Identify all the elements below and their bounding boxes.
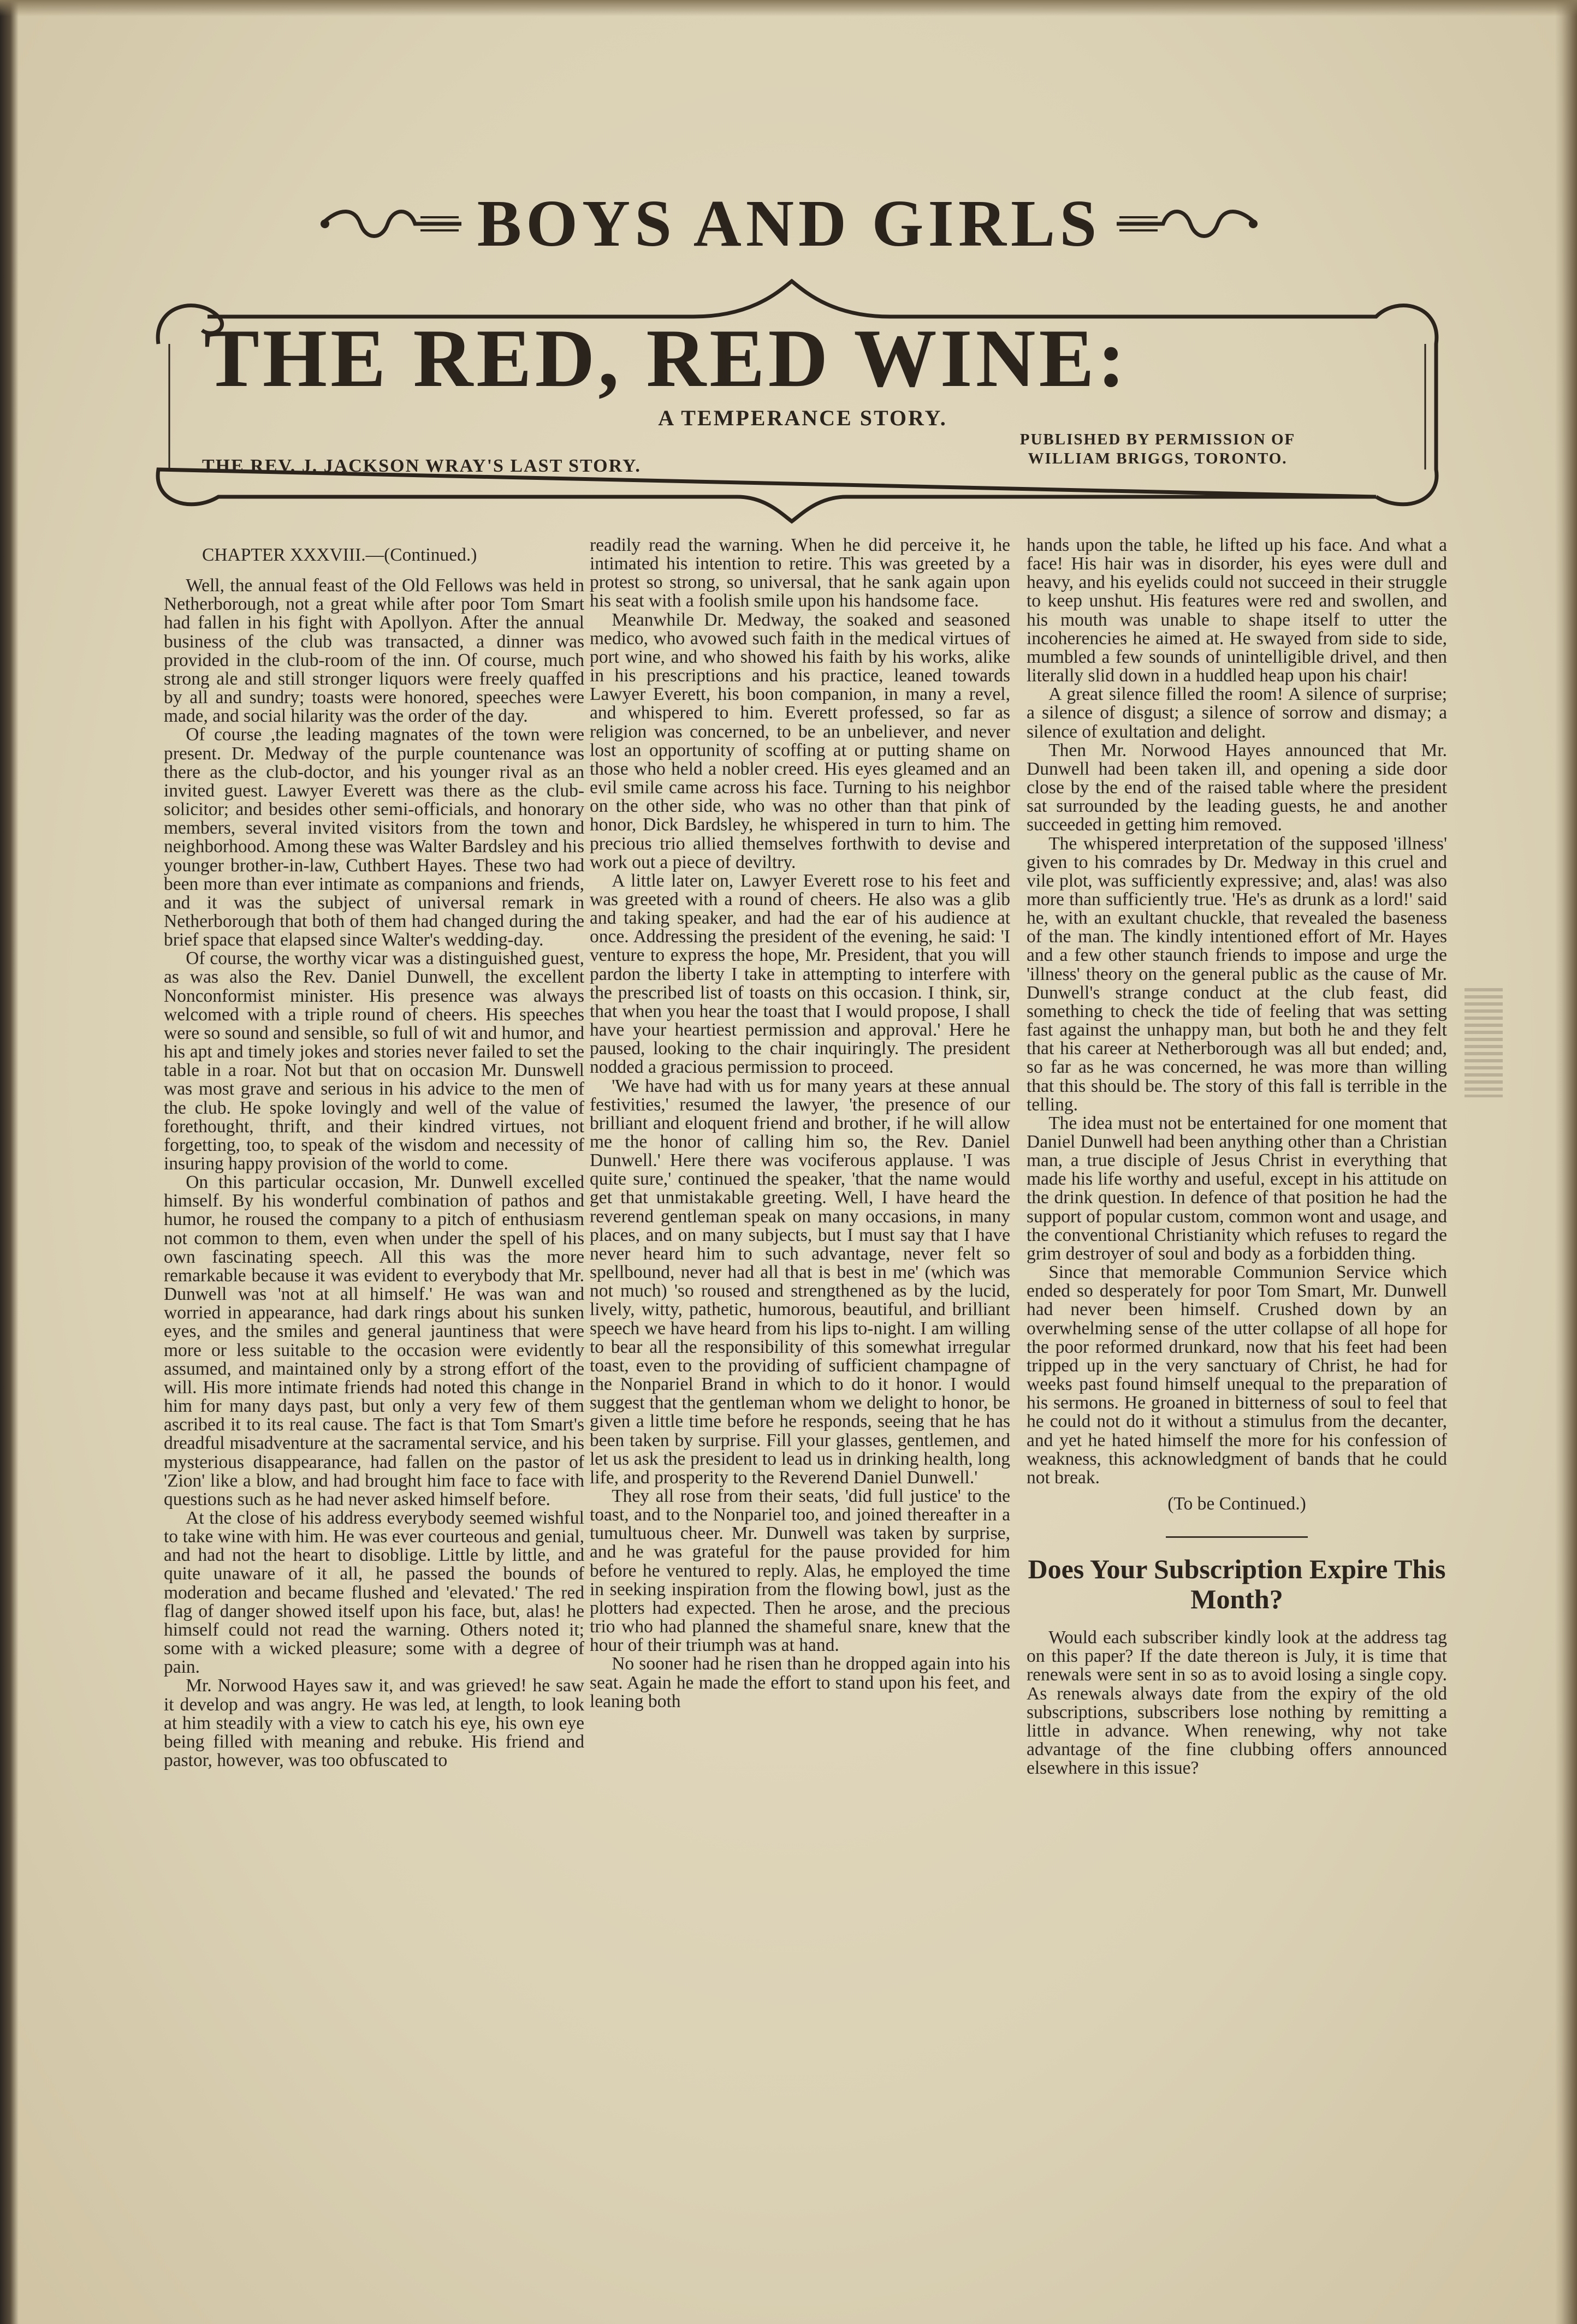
paragraph: At the close of his address everybody seemed wishful to take wine with him. He was ever courteous and genial, and had not the heart to disoblige. Little by little, and quite unaware of it all, he passed the bounds of moderation and became flushed and 'elevated.' The red flag of danger showed itself upon his face, but, alas! he himself could not read the warning. Others noted it; some with a wicked pleasure; some with a degree of pain. bbox=[164, 1507, 584, 1678]
paragraph: readily read the warning. When he did perceive it, he intimated his intention to retire. This was greeted by a protest so strong, so universal, that he sank again upon his seat with a foolish smile upon his handsome face. bbox=[590, 535, 1010, 611]
permission-line-1: PUBLISHED BY PERMISSION OF bbox=[1019, 431, 1296, 448]
page-right-edge bbox=[1555, 0, 1577, 2324]
paragraph: Then Mr. Norwood Hayes announced that Mr. Dunwell had been taken ill, and opening a side door close by the end of the raised table where the president sat surrounded by the leading guests, he and another succeeded in getting him removed. bbox=[1027, 740, 1447, 835]
paragraph: The whispered interpretation of the supposed 'illness' given to his comrades by Dr. Medway in this cruel and vile plot, was sufficiently expressive; and, alas! was also more than sufficiently true. 'He's as drunk as a lord!' said he, with an exultant chuckle, that revealed the baseness of the man. The kindly intentioned effort of Mr. Hayes and a few other staunch friends to impose and urge the 'illness' theory on the general public as the cause of Mr. Dunwell's strange conduct at the club feast, did something to check the tide of feeling that was setting fast against the unhappy man, but both he and they felt that his career at Netherborough was all but ended; and, so far as he was concerned, he was more than willing that this should be. The story of this fall is terrible in the telling. bbox=[1027, 833, 1447, 1115]
paragraph: A great silence filled the room! A silence of surprise; a silence of disgust; a silence of sorrow and dismay; a silence of exultation and delight. bbox=[1027, 684, 1447, 742]
subscription-text: Would each subscriber kindly look at the address tag on this paper? If the date thereon is July, it is time that renewals were sent in so as to avoid losing a single copy. As renewals always date from the expiry of the old subscriptions, subscribers lose nothing by remitting a little in advance. When renewing, why not take advantage of the fine clubbing offers announced elsewhere in this issue? bbox=[1027, 1627, 1447, 1779]
author-line: THE REV. J. JACKSON WRAY'S LAST STORY. bbox=[202, 456, 641, 476]
to-be-continued: (To be Continued.) bbox=[1167, 1493, 1306, 1514]
subscription-heading: Does Your Subscription Expire This Month? bbox=[1028, 1554, 1446, 1615]
permission-line-2: WILLIAM BRIGGS, TORONTO. bbox=[1028, 449, 1288, 467]
paragraph: On this particular occasion, Mr. Dunwell excelled himself. By his wonderful combination of pathos and humor, he roused the company to a pitch of enthusiasm not common to them, even when under the spell of his own fascinating speech. All this was the more remarkable because it was evident to everybody that Mr. Dunwell was 'not at all himself.' He was wan and worried in appearance, had dark rings about his sunken eyes, and the smiles and general jauntiness that were more or less suitable to the occasion were evidently assumed, and maintained only by a strong effort of the will. His more intimate friends had noted this change in him for many days past, but only a very few of them ascribed it to its real cause. The fact is that Tom Smart's dreadful misadventure at the sacramental service, and his mysterious disappearance, had fallen on the pastor of 'Zion' like a blow, and had brought him face to face with questions such as he had never asked himself before. bbox=[164, 1172, 584, 1509]
text-column-3 bbox=[1027, 536, 1447, 1778]
paragraph: No sooner had he risen than he dropped again into his seat. Again he made the effort to stand upon his feet, and leaning both bbox=[590, 1654, 1010, 1711]
paragraph: hands upon the table, he lifted up his face. And what a face! His hair was in disorder, his eyes were dull and heavy, and his eyelids could not succeed in their struggle to keep unshut. His features were red and swollen, and his mouth was unable to shape itself to utter the incoherencies he aimed at. He swayed from side to side, mumbled a few sounds of unintelligible drivel, and then literally slid down in a huddled heap upon his chair! bbox=[1027, 535, 1447, 686]
text-column-2 bbox=[590, 536, 1010, 1711]
paragraph: 'We have had with us for many years at these annual festivities,' resumed the lawyer, 'the presence of our brilliant and eloquent friend and brother, if he will allow me the honor of calling him so, the Rev. Daniel Dunwell.' Here there was vociferous applause. 'I was quite sure,' continued the speaker, 'that the name would get that unmistakable greeting. Well, I have heard the reverend gentleman speak on many occasions, in many places, and on many subjects, but I must say that I have never heard him to such advantage, never felt so spellbound, never had all that is best in me' (which was not much) 'so roused and strengthened as by the lucid, lively, witty, pathetic, humorous, beautiful, and brilliant speech we have heard from his lips to-night. I am willing to bear all the responsibility of this somewhat irregular toast, even to the providing of sufficient champagne of the Nonpariel Brand in which to do it honor. I would suggest that the gentleman whom we delight to honor, be given a little time before he responds, seeing that he has been taken by surprise. Fill your glasses, gentlemen, and let us ask the president to lead us in drinking health, long life, and prosperity to the Reverend Daniel Dunwell.' bbox=[590, 1075, 1010, 1488]
paragraph: Mr. Norwood Hayes saw it, and was grieved! he saw it develop and was angry. He was led, at length, to look at him steadily with a view to catch his eye, his own eye being filled with meaning and rebuke. His friend and pastor, however, was too obfuscated to bbox=[164, 1675, 584, 1770]
section-title: BOYS AND GIRLS bbox=[477, 187, 1101, 260]
story-title: THE RED, RED WINE: bbox=[204, 312, 1129, 404]
paragraph: They all rose from their seats, 'did full justice' to the toast, and to the Nonpariel too, and joined thereafter in a tumultuous cheer. Mr. Dunwell was taken by surprise, and he was grateful for the pause provided for him before he ventured to reply. Alas, he employed the time in seeking inspiration from the flowing bowl, just as the plotters had expected. Then he arose, and the precious trio who had planned the shameful snare, knew that the hour of their triumph was at hand. bbox=[590, 1485, 1010, 1656]
story-subtitle: A TEMPERANCE STORY. bbox=[658, 406, 947, 430]
divider-rule bbox=[1166, 1536, 1308, 1538]
chapter-heading: CHAPTER XXXVIII.—(Continued.) bbox=[202, 545, 477, 565]
left-flourish-icon bbox=[317, 202, 464, 246]
permission-notice bbox=[983, 430, 1332, 468]
paragraph: Of course ,the leading magnates of the town were present. Dr. Medway of the purple countenance was there as the club-doctor, and his younger rival as an invited guest. Lawyer Everett was there as the club-solicitor; and besides other semi-officials, and honorary members, several invited visitors from the town and neighborhood. Among these was Walter Bardsley and his younger brother-in-law, Cuthbert Hayes. These two had been more than ever intimate as companions and friends, and it was the subject of universal remark in Netherborough that both of them had changed during the brief space that elapsed since Walter's wedding-day. bbox=[164, 724, 584, 950]
paragraph: A little later on, Lawyer Everett rose to his feet and was greeted with a round of cheers. He also was a glib and taking speaker, and had the ear of his audience at once. Addressing the president of the evening, he said: 'I venture to express the hope, Mr. President, that you will pardon the liberty I take in attempting to interfere with the prescribed list of toasts on this occasion. I think, sir, that when you hear the toast that I would propose, I shall have your heartiest permission and approval.' Here he paused, looking to the chair inquiringly. The president nodded a gracious permission to proceed. bbox=[590, 870, 1010, 1078]
page-left-edge bbox=[0, 0, 19, 2324]
paragraph: Of course, the worthy vicar was a distinguished guest, as was also the Rev. Daniel Dunwell, the excellent Nonconformist minister. His presence was always welcomed with a triple round of cheers. His speeches were so sound and sensible, so full of wit and humor, and his apt and timely jokes and stories never failed to set the table in a roar. Not but that on occasion Mr. Dunswell was most grave and serious in his advice to the men of the club. He spoke lovingly and well of the value of forethought, thrift, and their kindred virtues, not forgetting, too, to speak of the wisdom and necessity of insuring happy provision of the world to come. bbox=[164, 948, 584, 1174]
paragraph: Meanwhile Dr. Medway, the soaked and seasoned medico, who avowed such faith in the medical virtues of port wine, and who showed his faith by his works, alike in his prescriptions and his practice, leaned towards Lawyer Everett, his boon companion, in many a revel, and whispered to him. Everett professed, so far as religion was concerned, to be an unbeliever, and never lost an opportunity of scoffing at or putting shame on those who held a nobler creed. His eyes gleamed and an evil smile came across his face. Turning to his neighbor on the other side, who was no other than that pink of honor, Dick Bardsley, he whispered in turn to him. The precious trio allied themselves forthwith to devise and work out a piece of deviltry. bbox=[590, 609, 1010, 872]
paragraph: Since that memorable Communion Service which ended so desperately for poor Tom Smart, Mr. Dunwell had never been himself. Crushed down by an overwhelming sense of the utter collapse of all hope for the poor reformed drunkard, now that his feet had been tripped up in the very sanctuary of Christ, he had for weeks past found himself unequal to the preparation of his sermons. He groaned in bitterness of soul to feel that he could not do it without a stimulus from the decanter, and yet he hated himself the more for his confession of weakness, this acknowledgment of bands that he could not break. bbox=[1027, 1262, 1447, 1488]
paragraph: The idea must not be entertained for one moment that Daniel Dunwell had been anything other than a Christian man, a true disciple of Jesus Christ in everything that made his life worthy and useful, except in his attitude on the drink question. In defence of that position he had the support of popular custom, common wont and usage, and the conventional Christianity which refuses to regard the grim destroyer of soul and body as a forbidden thing. bbox=[1027, 1113, 1447, 1264]
text-column-1 bbox=[164, 546, 584, 1770]
paragraph: Well, the annual feast of the Old Fellows was held in Netherborough, not a great while after poor Tom Smart had fallen in his fight with Apollyon. After the annual business of the club was transacted, a dinner was provided in the club-room of the inn. Of course, much strong ale and still stronger liquors were freely quaffed by all and sundry; toasts were honored, speeches were made, and social hilarity was the order of the day. bbox=[164, 575, 584, 727]
subscription-notice bbox=[1027, 1554, 1447, 1778]
margin-stamp-mark bbox=[1465, 988, 1503, 1097]
page-top-edge bbox=[0, 0, 1577, 16]
right-flourish-icon bbox=[1114, 202, 1261, 246]
section-header bbox=[268, 180, 1311, 268]
